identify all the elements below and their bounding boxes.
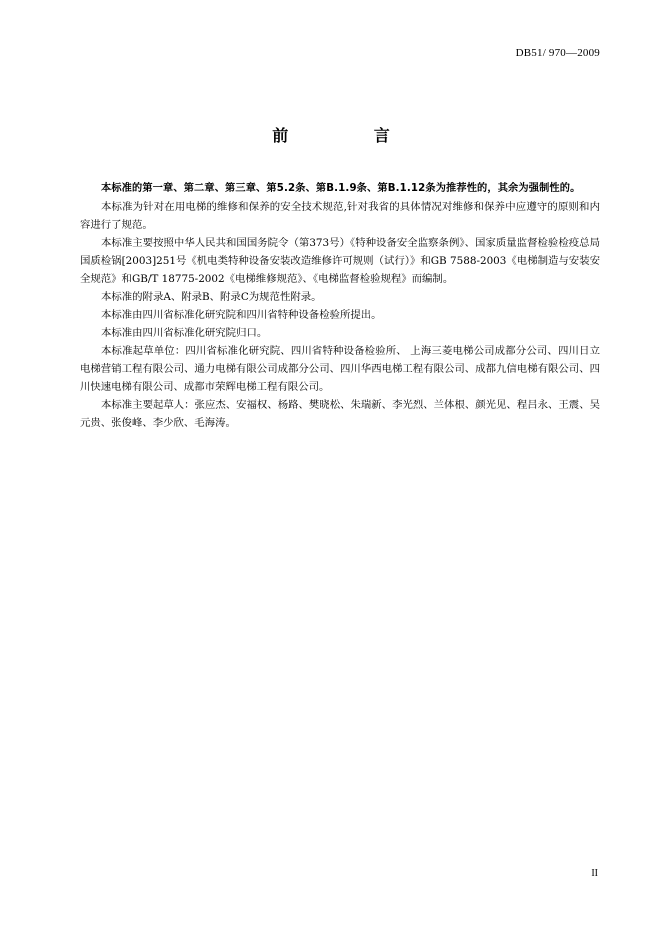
page-title: 前 言 (272, 126, 430, 145)
standard-code: DB51/ 970—2009 (515, 47, 600, 59)
paragraph-annexes: 本标准的附录A、附录B、附录C为规范性附录。 (101, 291, 322, 303)
paragraph-centralized-by: 本标准由四川省标准化研究院归口。 (101, 327, 268, 339)
paragraph-drafters: 本标准主要起草人：张应杰、安福权、杨路、樊晓松、朱瑞新、李光烈、兰体根、颜光见、程吕永、王震、吴元贵、张俊峰、李少欣、毛海涛。 (80, 399, 600, 429)
paragraph-scope: 本标准为针对在用电梯的维修和保养的安全技术规范,针对我省的具体情况对维修和保养中应遵守的原则和内容进行了规范。 (80, 201, 600, 231)
page-number: II (591, 868, 598, 879)
paragraph-recommended-clauses: 本标准的第一章、第二章、第三章、第5.2条、第B.1.9条、第B.1.12条为推荐性的，其余为强制性的。 (101, 183, 581, 194)
paragraph-proposer: 本标准由四川省标准化研究院和四川省特种设备检验所提出。 (101, 309, 382, 321)
paragraph-basis: 本标准主要按照中华人民共和国国务院令（第373号）《特种设备安全监察条例》、国家质量监督检验检疫总局 国质检锅[2003]251号《机电类特种设备安装改造维修许可规则（试行）》和GB 7588-2003《电梯制造与安装安全规范》和GB/T 18775-2002《电梯维修规范》、《电梯监督检验规程》而编制。 (80, 237, 600, 285)
foreword-body (80, 180, 600, 432)
paragraph-drafting-units: 本标准起草单位：四川省标准化研究院、四川省特种设备检验所、 上海三菱电梯公司成都分公司、四川日立电梯营销工程有限公司、通力电梯有限公司成都分公司、四川华西电梯工程有限公司、成都九信电梯有限公司、四川快速电梯有限公司、成都市荣辉电梯工程有限公司。 (80, 345, 600, 393)
